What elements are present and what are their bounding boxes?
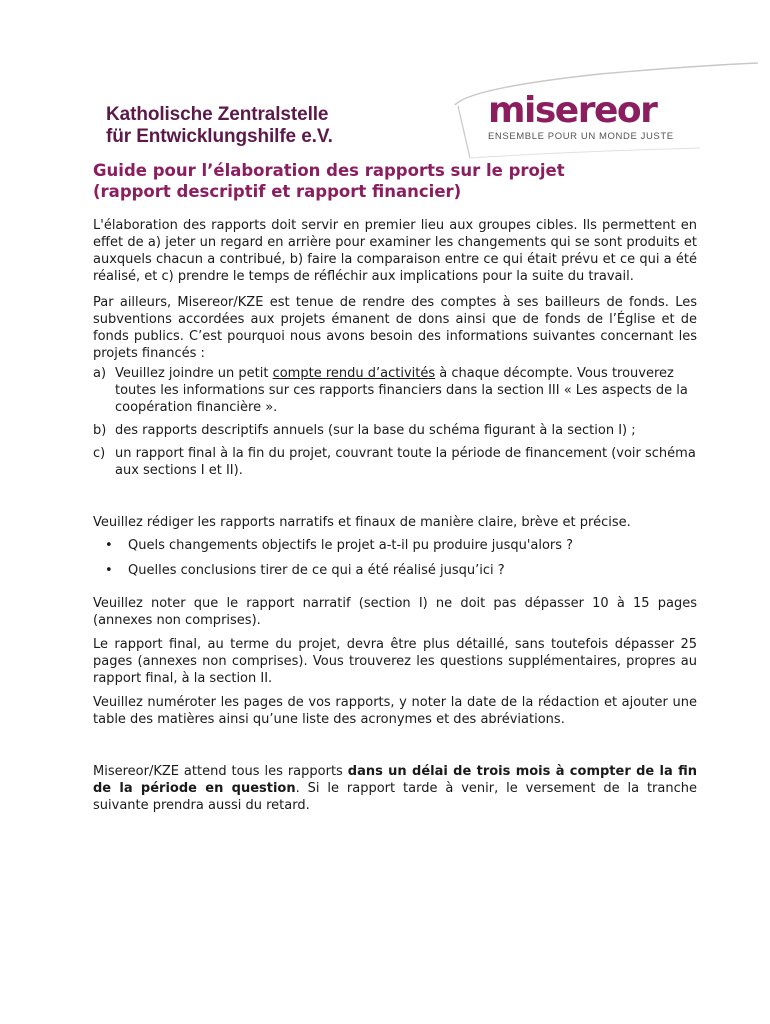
funding-paragraph: Par ailleurs, Misereor/KZE est tenue de rendre des comptes à ses bailleurs de fonds. Les subventions accordées aux projets émanent de dons ainsi que de fonds de l’Église et de fonds publics. C’est pourquoi nous avons besoin des informations suivantes concernant les projets financés :: [93, 295, 697, 361]
question-text: Quelles conclusions tirer de ce qui a été réalisé jusqu’ici ?: [128, 563, 505, 578]
misereor-logo: [488, 90, 674, 142]
bullet-marker: •: [105, 538, 113, 553]
activity-report-link-text: compte rendu d’activités: [272, 366, 436, 381]
document-body: [93, 217, 697, 814]
title-line2: (rapport descriptif et rapport financier): [93, 182, 462, 201]
list-item-text: un rapport final à la fin du projet, couvrant toute la période de financement (voir schéma aux sections I et II).: [115, 446, 696, 478]
requirement-item-b: [93, 422, 697, 439]
list-item-text: des rapports descriptifs annuels (sur la base du schéma figurant à la section I) ;: [115, 423, 636, 438]
final-report-paragraph: Le rapport final, au terme du projet, devra être plus détaillé, sans toutefois dépasser 25 pages (annexes non comprises). Vous trouverez les questions supplémentaires, propres au rapport final, à la section II.: [93, 637, 697, 686]
requirements-list: [93, 365, 697, 479]
questions-list: [93, 537, 697, 579]
requirement-item-c: [93, 445, 697, 479]
organization-name-line1: Katholische Zentralstelle: [106, 104, 329, 125]
deadline-paragraph: Misereor/KZE attend tous les rapports dans un délai de trois mois à compter de la fin de la période en question. Si le rapport tarde à venir, le versement de la tranche suivante prendra aussi du retard.: [93, 764, 697, 813]
question-item: [105, 562, 697, 579]
numbering-paragraph: Veuillez numéroter les pages de vos rapports, y noter la date de la rédaction et ajouter une table des matières ainsi qu’une liste des acronymes et des abréviations.: [93, 695, 697, 727]
deadline-emphasis: dans un délai de trois mois à compter de la fin de la période en question: [93, 764, 697, 796]
intro-paragraph: L'élaboration des rapports doit servir en premier lieu aux groupes cibles. Ils permettent en effet de a) jeter un regard en arrière pour examiner les changements qui se sont produits et auxquels chacun a contribué, b) faire la comparaison entre ce qui était prévu et ce qui a été réalisé, et c) prendre le temps de réfléchir aux implications pour la suite du travail.: [93, 218, 697, 284]
bullet-marker: •: [105, 563, 113, 578]
question-text: Quels changements objectifs le projet a-t-il pu produire jusqu'alors ?: [128, 538, 574, 553]
logo-tagline: ENSEMBLE POUR UN MONDE JUSTE: [488, 131, 674, 142]
organization-name: [106, 104, 333, 148]
list-marker: b): [93, 423, 107, 438]
title-line1: Guide pour l’élaboration des rapports sur le projet: [93, 161, 565, 180]
question-item: [105, 537, 697, 554]
list-item-text: Veuillez joindre un petit compte rendu d’activités à chaque décompte. Vous trouverez toutes les informations sur ces rapports financiers dans la section III « Les aspects de la coopération financière ».: [115, 366, 688, 415]
list-marker: c): [93, 446, 106, 461]
requirement-item-a: [93, 365, 697, 416]
narrative-limit-paragraph: Veuillez noter que le rapport narratif (section I) ne doit pas dépasser 10 à 15 pages (annexes non comprises).: [93, 596, 697, 628]
document-title: [93, 160, 653, 202]
logo-wordmark: misereor: [488, 90, 657, 131]
style-request-paragraph: Veuillez rédiger les rapports narratifs et finaux de manière claire, brève et précise.: [93, 515, 631, 530]
list-marker: a): [93, 366, 107, 381]
organization-name-line2: für Entwicklungshilfe e.V.: [106, 126, 333, 147]
